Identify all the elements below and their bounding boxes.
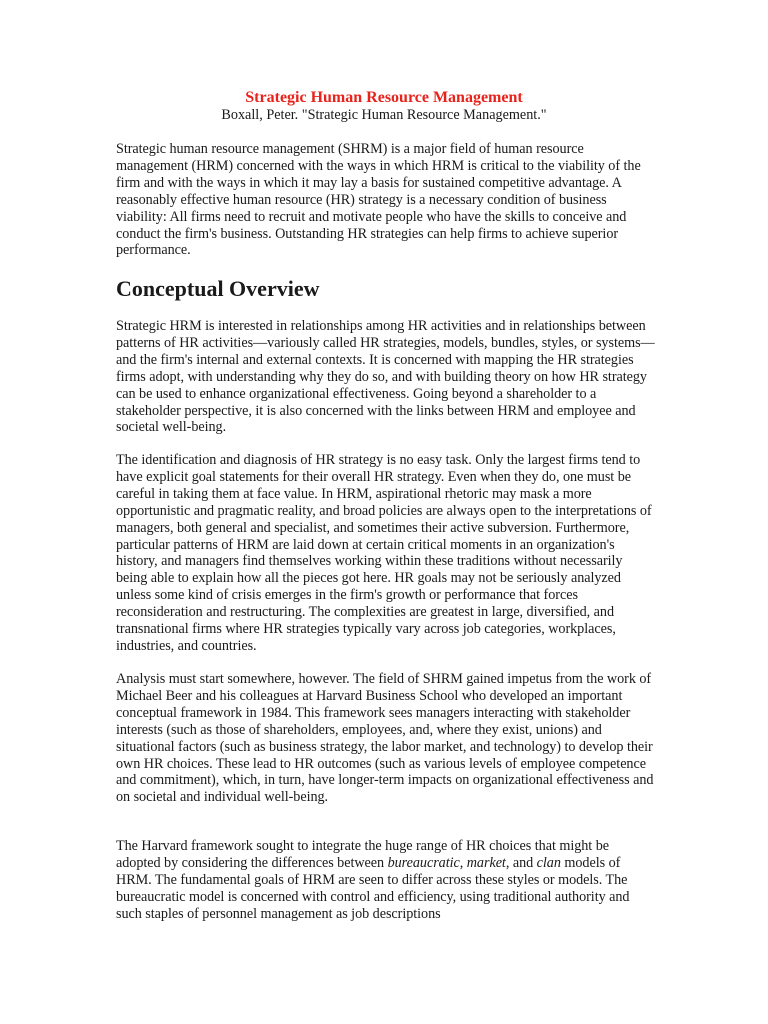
analysis-paragraph: Analysis must start somewhere, however. The field of SHRM gained impetus from the work of Michael Beer and his colleagues at Harvard Business School who developed an important conceptual framework in 1984. This framework sees managers interacting with stakeholder interests (such as those of shareholders, employees, and, where they exist, unions) and situational factors (such as business strategy, the labor market, and technology) to develop their own HR choices. These lead to HR outcomes (such as various levels of employee competence and commitment), which, in turn, have longer-term impacts on organizational effectiveness and on societal and individual well-being.: [116, 671, 654, 806]
harvard-italic-clan: clan: [536, 854, 561, 871]
harvard-italic-models: bureaucratic, market: [387, 854, 506, 871]
intro-paragraph: Strategic human resource management (SHRM) is a major field of human resource management (HRM) concerned with the ways in which HRM is critical to the viability of the firm and with the ways in which it may lay a basis for sustained competitive advantage. A reasonably effective human resource (HR) strategy is a necessary condition of business viability: All firms need to recruit and motivate people who have the skills to conceive and conduct the firm's business. Outstanding HR strategies can help firms to achieve superior performance.: [116, 141, 641, 259]
document-title: Strategic Human Resource Management: [245, 89, 523, 106]
identification-paragraph: The identification and diagnosis of HR strategy is no easy task. Only the largest firms tend to have explicit goal statements for their overall HR strategy. Even when they do, one must be careful in taking them at face value. In HRM, aspirational rhetoric may mask a more opportunistic and pragmatic reality, and broad policies are always open to the interpretations of managers, both general and specialist, and sometimes their active subversion. Furthermore, particular patterns of HRM are laid down at certain critical moments in an organization's history, and managers find themselves working within these traditions without necessarily being able to explain how all the pieces got here. HR goals may not be seriously analyzed unless some kind of crisis emerges in the firm's growth or performance that forces reconsideration and restructuring. The complexities are greatest in large, diversified, and transnational firms where HR strategies typically vary across job categories, workplaces, industries, and countries.: [116, 452, 652, 654]
document-citation: Boxall, Peter. "Strategic Human Resource Management.": [221, 107, 547, 123]
harvard-text-1: The Harvard framework sought to integrate the huge range of HR choices that might be adopted by considering the differences between: [116, 838, 609, 871]
overview-paragraph: Strategic HRM is interested in relationships among HR activities and in relationships between patterns of HR activities—variously called HR strategies, models, bundles, styles, or systems—and the firm's internal and external contexts. It is concerned with mapping the HR strategies firms adopt, with understanding why they do so, and with building theory on how HR strategy can be used to enhance organizational effectiveness. Going beyond a shareholder to a stakeholder perspective, it is also concerned with the links between HRM and employee and societal well-being.: [116, 318, 655, 436]
harvard-text-3: models of HRM. The fundamental goals of HRM are seen to differ across these styles or models. The bureaucratic model is concerned with control and efficiency, using traditional authority and such staples of personnel management as job descriptions: [116, 854, 630, 922]
harvard-paragraph: [116, 838, 656, 923]
harvard-text-2: , and: [505, 854, 537, 871]
section-heading: Conceptual Overview: [116, 276, 320, 301]
